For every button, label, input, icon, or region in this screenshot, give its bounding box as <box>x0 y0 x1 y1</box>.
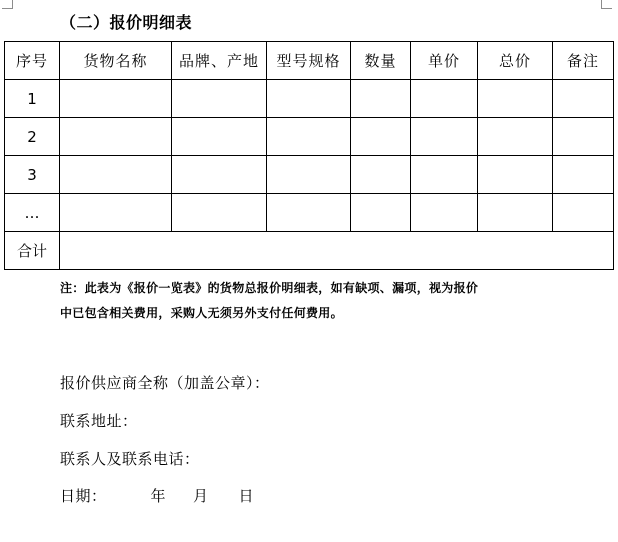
contact-person-phone-label: 联系人及联系电话： <box>60 450 200 468</box>
header-goods-name: 货物名称 <box>60 42 172 80</box>
quantity-cell[interactable] <box>351 156 411 194</box>
row-index-cell: 3 <box>5 156 60 194</box>
section-title: （二）报价明细表 <box>60 13 193 32</box>
date-month-label: 月 <box>193 487 209 505</box>
margin-corner-mark-left <box>2 0 13 9</box>
date-year-label: 年 <box>150 487 167 505</box>
total-price-cell[interactable] <box>478 194 553 232</box>
unit-price-cell[interactable] <box>411 80 478 118</box>
header-unit-price: 单价 <box>411 42 478 80</box>
remarks-cell[interactable] <box>553 194 614 232</box>
date-line <box>60 485 254 506</box>
quote-detail-table <box>4 41 614 270</box>
date-day-label: 日 <box>238 487 255 505</box>
remarks-cell[interactable] <box>553 80 614 118</box>
contact-address-label: 联系地址： <box>60 412 138 430</box>
total-price-cell[interactable] <box>478 118 553 156</box>
table-row <box>5 194 614 232</box>
unit-price-cell[interactable] <box>411 194 478 232</box>
note-line-1: 注：此表为《报价一览表》的货物总报价明细表，如有缺项、漏项，视为报价 <box>60 281 479 295</box>
goods-name-cell[interactable] <box>60 194 172 232</box>
unit-price-cell[interactable] <box>411 118 478 156</box>
total-label-cell: 合计 <box>5 232 60 270</box>
total-price-cell[interactable] <box>478 80 553 118</box>
row-index-cell: 2 <box>5 118 60 156</box>
quantity-cell[interactable] <box>351 118 411 156</box>
model-spec-cell[interactable] <box>267 80 351 118</box>
brand-origin-cell[interactable] <box>172 118 267 156</box>
goods-name-cell[interactable] <box>60 156 172 194</box>
margin-corner-mark-right <box>601 0 612 9</box>
table-row <box>5 156 614 194</box>
header-brand-origin: 品牌、产地 <box>172 42 267 80</box>
quantity-cell[interactable] <box>351 80 411 118</box>
total-row <box>5 232 614 270</box>
goods-name-cell[interactable] <box>60 80 172 118</box>
model-spec-cell[interactable] <box>267 156 351 194</box>
header-index: 序号 <box>5 42 60 80</box>
header-quantity: 数量 <box>351 42 411 80</box>
supplier-name-label: 报价供应商全称（加盖公章）： <box>60 374 270 392</box>
table-header-row <box>5 42 614 80</box>
total-price-cell[interactable] <box>478 156 553 194</box>
header-model-spec: 型号规格 <box>267 42 351 80</box>
unit-price-cell[interactable] <box>411 156 478 194</box>
remarks-cell[interactable] <box>553 156 614 194</box>
model-spec-cell[interactable] <box>267 194 351 232</box>
brand-origin-cell[interactable] <box>172 156 267 194</box>
header-remarks: 备注 <box>553 42 614 80</box>
brand-origin-cell[interactable] <box>172 80 267 118</box>
table-row <box>5 80 614 118</box>
date-label: 日期： <box>60 487 107 505</box>
model-spec-cell[interactable] <box>267 118 351 156</box>
table-note <box>60 276 560 326</box>
remarks-cell[interactable] <box>553 118 614 156</box>
note-line-2: 中已包含相关费用，采购人无须另外支付任何费用。 <box>60 306 343 320</box>
header-total-price: 总价 <box>478 42 553 80</box>
quantity-cell[interactable] <box>351 194 411 232</box>
brand-origin-cell[interactable] <box>172 194 267 232</box>
total-value-cell[interactable] <box>60 232 614 270</box>
table-row <box>5 118 614 156</box>
goods-name-cell[interactable] <box>60 118 172 156</box>
row-index-cell: 1 <box>5 80 60 118</box>
row-index-cell: … <box>5 194 60 232</box>
